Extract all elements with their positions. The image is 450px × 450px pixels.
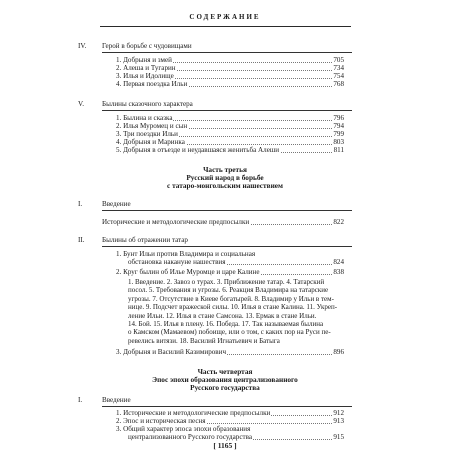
detail-line: 14. Бой. 15. Илья в плену. 16. Победа. 17. Так называемая былина [128,320,324,329]
section-numeral: I. [78,396,83,404]
detail-line: угрозы. 7. Отсутствие в Киеве богатырей. 8. Владимир у Ильи в тем- [128,294,334,303]
toc-entry[interactable] [116,348,344,356]
toc-entry-label: обстановка накануне нашествия [128,258,226,266]
section-rule [102,110,352,111]
toc-entry[interactable] [116,64,344,72]
toc-entry-page: 734 [333,64,344,72]
toc-entry[interactable] [116,146,344,154]
toc-entry-page: 754 [333,72,344,80]
toc-entry-page: 705 [333,56,344,64]
detail-line: ревелись витязи. 18. Василий Игнатьевич и Батыга [128,336,280,345]
part-title: Русского государства [190,383,260,392]
toc-entry-page: 799 [333,130,344,138]
toc-entry-page: 896 [333,348,344,356]
toc-entry-page: 811 [333,146,344,154]
section-numeral: IV. [78,42,87,50]
toc-entry-label: 2. Эпос и историческая песня [116,417,206,425]
toc-entry-label: 2. Круг былин об Илье Муромце и царе Калине [116,268,260,276]
detail-line: ление Ильи. 12. Илья в стане Самсона. 13. Ермак в стане Ильи. [128,311,317,320]
toc-entry-page: 794 [333,122,344,130]
toc-entry-label: 3. Общий характер эпоса эпохи образования [116,425,251,433]
toc-entry-page: 768 [333,80,344,88]
toc-entry[interactable] [116,56,344,64]
section-title: Былины сказочного характера [102,100,193,108]
toc-entry-page: 913 [333,417,344,425]
toc-entry[interactable] [116,80,344,88]
toc-entry-page: 824 [333,258,344,266]
header-rule [100,26,351,27]
part-title: Русский народ в борьбе [186,173,264,182]
detail-line: 1. Введение. 2. Завоз о турах. 3. Приближение татар. 4. Татарский [128,278,325,286]
section-title: Введение [102,200,131,208]
toc-entry[interactable] [116,130,344,138]
toc-entry-page: 796 [333,114,344,122]
toc-entry-label: 2. Алеша и Тугарин [116,64,176,72]
toc-entry-label: 1. Исторические и методологические предпосылки [116,409,271,417]
section-rule [102,52,352,53]
detail-line: о Камском (Мамаевом) побоище, или о том, с каких пор на Руси пе- [128,328,331,337]
toc-entry-label: 4. Добрыня и Маринка [116,138,185,146]
toc-entry[interactable] [116,114,344,122]
section-numeral: II. [78,236,85,244]
section-title: Введение [102,396,131,404]
toc-entry[interactable] [116,417,344,425]
section-numeral: I. [78,200,83,208]
toc-entry-page: 822 [333,218,344,226]
toc-entry-label: 1. Былина и сказка [116,114,173,122]
page-number: [ 1165 ] [213,441,237,450]
toc-entry-page: 838 [333,268,344,276]
toc-entry-page: 915 [333,433,344,441]
toc-entry[interactable] [116,72,344,80]
toc-entry-label: 4. Первая поездка Ильи [116,80,188,88]
detail-line: нице. 9. Подсчет вражеской силы. 10. Илья в стане Калина. 11. Укреп- [128,303,338,312]
part-label: Часть третья [203,165,247,174]
toc-entry-label: централизованного Русского государства [128,433,252,441]
toc-entry-label: 3. Три поездки Ильи [116,130,178,138]
part-title: с татаро-монгольским нашествием [167,181,283,190]
section-rule [102,406,352,407]
detail-line: посол. 5. Требования и угрозы. 6. Реакция Владимира на татарские [128,286,329,295]
part-label: Часть четвертая [197,367,253,376]
toc-entry-page: 803 [333,138,344,146]
toc-entry[interactable] [102,218,344,226]
toc-entry-label: 5. Добрыня в отъезде и неудавшаяся женитьба Алеши [116,146,280,154]
toc-entry-label: Исторические и методологические предпосылки [102,218,250,226]
toc-entry-page: 912 [333,409,344,417]
toc-entry[interactable] [116,138,344,146]
toc-entry-label: 2. Илья Муромец и сын [116,122,188,130]
subsection-detail [128,278,344,345]
running-head: СОДЕРЖАНИЕ [189,13,261,21]
toc-entry-label: 1. Бунт Ильи против Владимира и социальная [116,250,256,258]
toc-entry[interactable] [116,122,344,130]
toc-entry[interactable] [116,268,344,276]
section-numeral: V. [78,100,84,108]
part-title: Эпос эпохи образования централизованного [152,375,298,384]
toc-entry[interactable] [128,258,344,266]
section-title: Былины об отражении татар [102,236,188,244]
toc-entry-label: 3. Добрыня и Василий Казимирович [116,348,227,356]
toc-entry[interactable] [128,433,344,441]
section-rule [102,210,352,211]
section-title: Герой в борьбе с чудовищами [102,42,192,50]
toc-entry[interactable] [116,409,344,417]
toc-entry-label: 3. Илья и Идолище [116,72,174,80]
section-rule [102,246,352,247]
toc-entry-label: 1. Добрыня и змей [116,56,172,64]
